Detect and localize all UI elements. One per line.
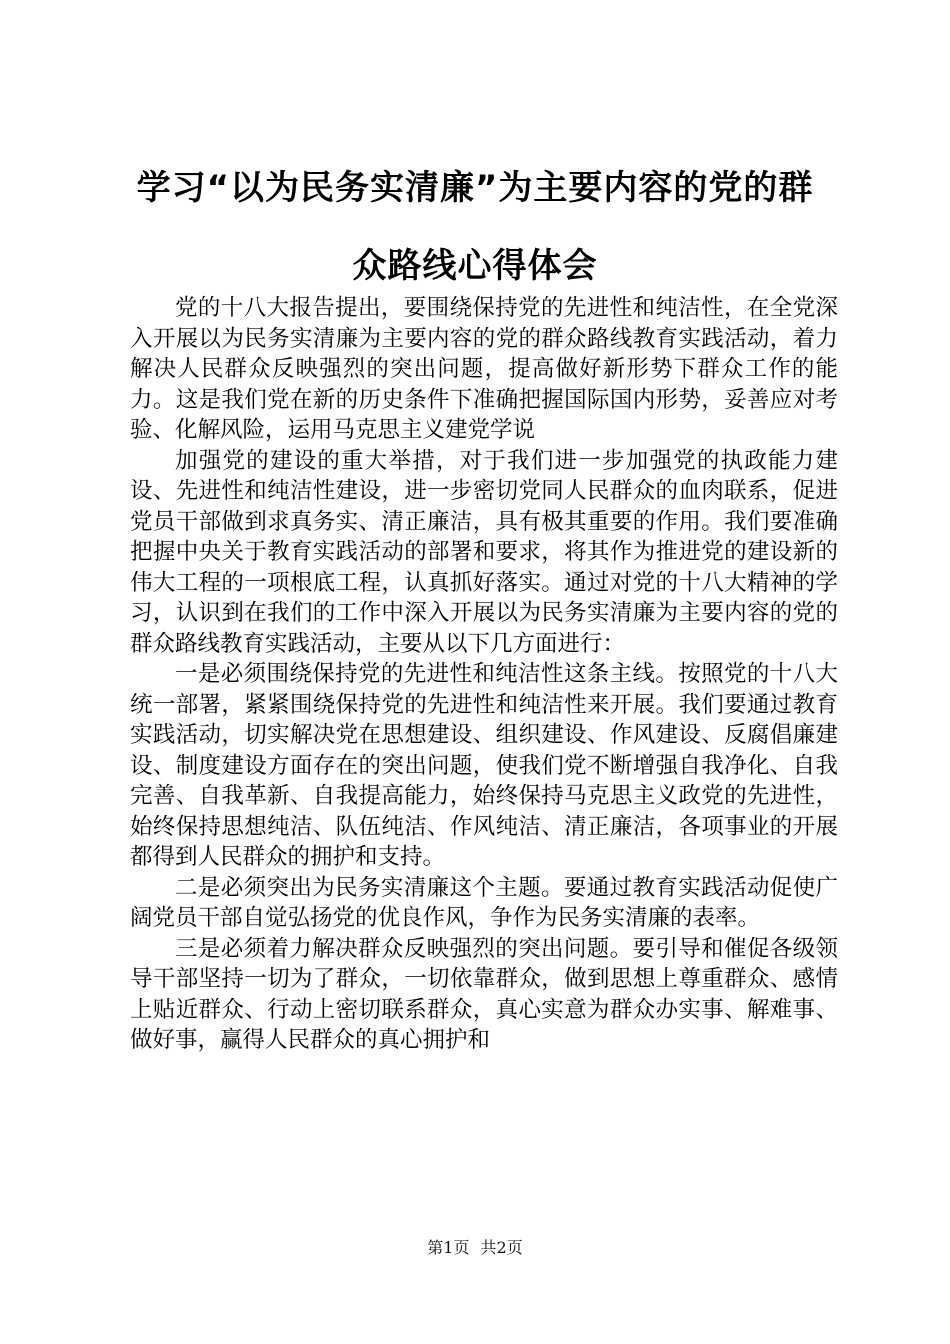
paragraph: 三是必须着力解决群众反映强烈的突出问题。要引导和催促各级领导干部坚持一切为了群众，一切依靠群众，做到思想上尊重群众、感情上贴近群众、行动上密切联系群众，真心实意为群众办实事、解难事、做好事，赢得人民群众的真心拥护和 <box>130 935 838 1053</box>
paragraph: 二是必须突出为民务实清廉这个主题。要通过教育实践活动促使广阔党员干部自觉弘扬党的优良作风，争作为民务实清廉的表率。 <box>130 874 838 931</box>
page-total: 共2页 <box>480 1238 523 1257</box>
paragraph: 党的十八大报告提出，要围绕保持党的先进性和纯洁性，在全党深入开展以为民务实清廉为主要内容的党的群众路线教育实践活动，着力解决人民群众反映强烈的突出问题，提高做好新形势下群众工作的能力。这是我们党在新的历史条件下准确把握国际国内形势，妥善应对考验、化解风险，运用马克思主义建党学说 <box>130 295 838 443</box>
document-title-line-2: 众路线心得体会 <box>352 246 598 286</box>
page-footer <box>0 1235 950 1258</box>
document-title-line-1: 学习“以为民务实清廉”为主要内容的党的群 <box>136 168 814 208</box>
paragraph: 加强党的建设的重大举措，对于我们进一步加强党的执政能力建设、先进性和纯洁性建设，进一步密切党同人民群众的血肉联系，促进党员干部做到求真务实、清正廉洁，具有极其重要的作用。我们要准确把握中央关于教育实践活动的部署和要求，将其作为推进党的建设新的伟大工程的一项根底工程，认真抓好落实。通过对党的十八大精神的学习，认识到在我们的工作中深入开展以为民务实清廉为主要内容的党的群众路线教育实践活动，主要从以下几方面进行： <box>130 447 838 657</box>
page-number: 第1页 <box>427 1238 470 1257</box>
paragraph: 一是必须围绕保持党的先进性和纯洁性这条主线。按照党的十八大统一部署，紧紧围绕保持党的先进性和纯洁性来开展。我们要通过教育实践活动，切实解决党在思想建设、组织建设、作风建设、反腐倡廉建设、制度建设方面存在的突出问题，使我们党不断增强自我净化、自我完善、自我革新、自我提高能力，始终保持马克思主义政党的先进性，始终保持思想纯洁、队伍纯洁、作风纯洁、清正廉洁，各项事业的开展都得到人民群众的拥护和支持。 <box>130 661 838 870</box>
document-body <box>130 293 838 1056</box>
